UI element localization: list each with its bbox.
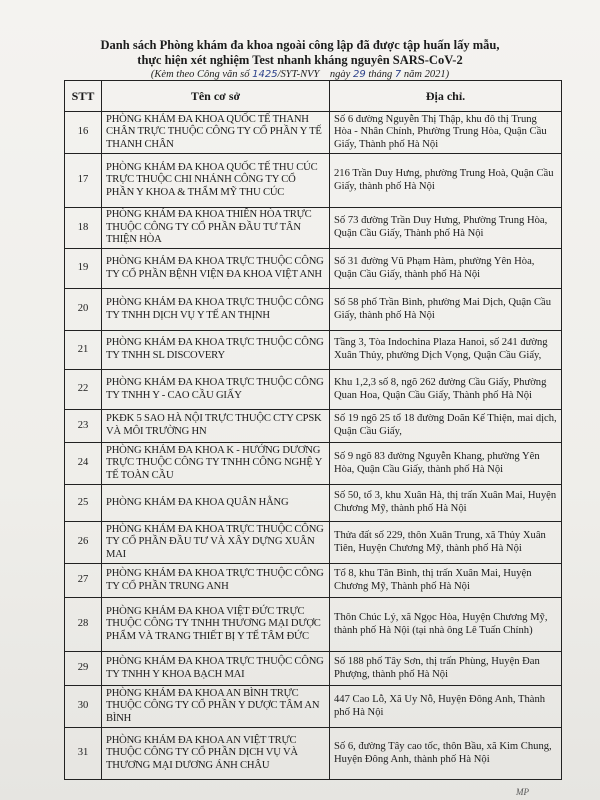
column-header-address: Địa chỉ. bbox=[330, 81, 562, 112]
table-row bbox=[65, 443, 562, 485]
table-row bbox=[65, 249, 562, 289]
table-row bbox=[65, 410, 562, 443]
row-stt: 18 bbox=[65, 208, 102, 249]
row-name: PHÒNG KHÁM ĐA KHOA TRỰC THUỘC CÔNG TY TNHH Y - CAO CẦU GIẤY bbox=[102, 370, 330, 410]
handwritten-doc-number: 1425 bbox=[252, 69, 278, 80]
row-stt: 29 bbox=[65, 652, 102, 686]
column-header-stt: STT bbox=[65, 81, 102, 112]
column-header-name: Tên cơ sở bbox=[102, 81, 330, 112]
row-name: PHÒNG KHÁM ĐA KHOA TRỰC THUỘC CÔNG TY CỔ PHẦN ĐẦU TƯ VÀ XÂY DỰNG XUÂN MAI bbox=[102, 522, 330, 564]
row-name: PHÒNG KHÁM ĐA KHOA TRỰC THUỘC CÔNG TY TNHH DỊCH VỤ Y TẾ AN THỊNH bbox=[102, 289, 330, 331]
row-address: Tầng 3, Tòa Indochina Plaza Hanoi, số 241 đường Xuân Thủy, phường Dịch Vọng, Quận Cầu Giấy, bbox=[330, 331, 562, 370]
row-name: PHÒNG KHÁM ĐA KHOA AN VIỆT TRỰC THUỘC CÔNG TY CỔ PHẦN DỊCH VỤ VÀ THƯƠNG MẠI DƯƠNG ÁNH CHÂU bbox=[102, 728, 330, 780]
row-address: Số 6 đường Nguyễn Thị Thập, khu đô thị Trung Hòa - Nhân Chính, Phường Trung Hòa, Quận Cầu Giấy, Thành phố Hà Nội bbox=[330, 112, 562, 154]
table-row bbox=[65, 370, 562, 410]
row-address: Số 50, tổ 3, khu Xuân Hà, thị trấn Xuân Mai, Huyện Chương Mỹ, thành phố Hà Nội bbox=[330, 485, 562, 522]
row-address: Tổ 8, khu Tân Bình, thị trấn Xuân Mai, Huyện Chương Mỹ, Thành phố Hà Nội bbox=[330, 564, 562, 598]
row-name: PHÒNG KHÁM ĐA KHOA TRỰC THUỘC CÔNG TY CỔ PHẦN TRUNG ANH bbox=[102, 564, 330, 598]
table-row bbox=[65, 331, 562, 370]
table-header-row bbox=[65, 81, 562, 112]
row-stt: 19 bbox=[65, 249, 102, 289]
row-stt: 22 bbox=[65, 370, 102, 410]
row-address: Số 9 ngõ 83 đường Nguyễn Khang, phường Yên Hòa, Quận Cầu Giấy, thành phố Hà Nội bbox=[330, 443, 562, 485]
row-stt: 23 bbox=[65, 410, 102, 443]
row-name: PHÒNG KHÁM ĐA KHOA QUỐC TẾ THU CÚC TRỰC THUỘC CHI NHÁNH CÔNG TY CỔ PHẦN Y KHOA & THẨM MỸ THU CÚC bbox=[102, 154, 330, 208]
row-name: PHÒNG KHÁM ĐA KHOA K - HƯỚNG DƯƠNG TRỰC THUỘC CÔNG TY TNHH CÔNG NGHỆ Y TẾ TOÀN CẦU bbox=[102, 443, 330, 485]
subtitle-prefix: (Kèm theo Công văn số bbox=[150, 69, 250, 80]
document-title bbox=[0, 38, 600, 68]
table-row bbox=[65, 564, 562, 598]
table-row bbox=[65, 522, 562, 564]
row-address: Số 58 phố Trần Bình, phường Mai Dịch, Quận Cầu Giấy, thành phố Hà Nội bbox=[330, 289, 562, 331]
table-row bbox=[65, 485, 562, 522]
table-row bbox=[65, 598, 562, 652]
row-stt: 16 bbox=[65, 112, 102, 154]
row-address: Thôn Chúc Lý, xã Ngọc Hòa, Huyện Chương Mỹ, thành phố Hà Nội (tại nhà ông Lê Tuấn Chính) bbox=[330, 598, 562, 652]
row-address: Thửa đất số 229, thôn Xuân Trung, xã Thủy Xuân Tiên, Huyện Chương Mỹ, thành phố Hà Nội bbox=[330, 522, 562, 564]
row-stt: 25 bbox=[65, 485, 102, 522]
row-address: Số 6, đường Tây cao tốc, thôn Bầu, xã Kim Chung, Huyện Đông Anh, thành phố Hà Nội bbox=[330, 728, 562, 780]
day-label: ngày bbox=[329, 69, 351, 80]
row-stt: 21 bbox=[65, 331, 102, 370]
row-stt: 24 bbox=[65, 443, 102, 485]
row-stt: 30 bbox=[65, 686, 102, 728]
handwritten-month: 7 bbox=[394, 69, 402, 80]
row-stt: 17 bbox=[65, 154, 102, 208]
table-row bbox=[65, 728, 562, 780]
row-name: PHÒNG KHÁM ĐA KHOA AN BÌNH TRỰC THUỘC CÔNG TY CỔ PHẦN Y DƯỢC TÂM AN BÌNH bbox=[102, 686, 330, 728]
row-name: PHÒNG KHÁM ĐA KHOA TRỰC THUỘC CÔNG TY TNHH SL DISCOVERY bbox=[102, 331, 330, 370]
row-address: Số 188 phố Tây Sơn, thị trấn Phùng, Huyện Đan Phượng, thành phố Hà Nội bbox=[330, 652, 562, 686]
title-line-2: thực hiện xét nghiệm Test nhanh kháng nguyên SARS-CoV-2 bbox=[137, 53, 463, 67]
clinic-table bbox=[64, 80, 562, 780]
row-address: Số 31 đường Vũ Phạm Hàm, phường Yên Hòa, Quận Cầu Giấy, thành phố Hà Nội bbox=[330, 249, 562, 289]
month-label: tháng bbox=[368, 69, 393, 80]
row-address: Khu 1,2,3 số 8, ngõ 262 đường Cầu Giấy, Phường Quan Hoa, Quận Cầu Giấy, Thành phố Hà Nội bbox=[330, 370, 562, 410]
row-address: Số 73 đường Trần Duy Hưng, Phường Trung Hòa, Quận Cầu Giấy, Thành phố Hà Nội bbox=[330, 208, 562, 249]
row-name: PKĐK 5 SAO HÀ NỘI TRỰC THUỘC CTY CPSK VÀ MÔI TRƯỜNG HN bbox=[102, 410, 330, 443]
title-line-1: Danh sách Phòng khám đa khoa ngoài công lập đã được tập huấn lấy mẫu, bbox=[100, 38, 500, 52]
row-name: PHÒNG KHÁM ĐA KHOA QUỐC TẾ THANH CHÂN TRỰC THUỘC CÔNG TY CỔ PHẦN Y TẾ THANH CHÂN bbox=[102, 112, 330, 154]
row-name: PHÒNG KHÁM ĐA KHOA TRỰC THUỘC CÔNG TY TNHH Y KHOA BẠCH MAI bbox=[102, 652, 330, 686]
row-stt: 28 bbox=[65, 598, 102, 652]
doc-suffix: /SYT-NVY bbox=[277, 69, 320, 80]
row-name: PHÒNG KHÁM ĐA KHOA THIÊN HÒA TRỰC THUỘC CÔNG TY CỔ PHẦN ĐẦU TƯ TÂN THIỆN HÒA bbox=[102, 208, 330, 249]
table-row bbox=[65, 154, 562, 208]
row-address: 216 Trần Duy Hưng, phường Trung Hoà, Quận Cầu Giấy, thành phố Hà Nội bbox=[330, 154, 562, 208]
row-name: PHÒNG KHÁM ĐA KHOA QUÂN HẰNG bbox=[102, 485, 330, 522]
table-row bbox=[65, 652, 562, 686]
row-stt: 20 bbox=[65, 289, 102, 331]
page-footer-mark: MP bbox=[516, 787, 529, 797]
year-text: năm 2021) bbox=[403, 69, 450, 80]
handwritten-day: 29 bbox=[352, 69, 366, 80]
table-row bbox=[65, 686, 562, 728]
row-address: Số 19 ngõ 25 tổ 18 đường Doãn Kế Thiện, mai dịch, Quận Cầu Giấy, bbox=[330, 410, 562, 443]
table-row bbox=[65, 208, 562, 249]
row-stt: 26 bbox=[65, 522, 102, 564]
table-row bbox=[65, 112, 562, 154]
row-stt: 27 bbox=[65, 564, 102, 598]
row-address: 447 Cao Lỗ, Xã Uy Nỗ, Huyện Đông Anh, Thành phố Hà Nội bbox=[330, 686, 562, 728]
row-name: PHÒNG KHÁM ĐA KHOA TRỰC THUỘC CÔNG TY CỔ PHẦN BỆNH VIỆN ĐA KHOA VIỆT ANH bbox=[102, 249, 330, 289]
row-stt: 31 bbox=[65, 728, 102, 780]
row-name: PHÒNG KHÁM ĐA KHOA VIỆT ĐỨC TRỰC THUỘC CÔNG TY TNHH THƯƠNG MẠI DƯỢC PHẨM VÀ TRANG THIẾT BỊ Y TẾ TÂM ĐỨC bbox=[102, 598, 330, 652]
table-row bbox=[65, 289, 562, 331]
